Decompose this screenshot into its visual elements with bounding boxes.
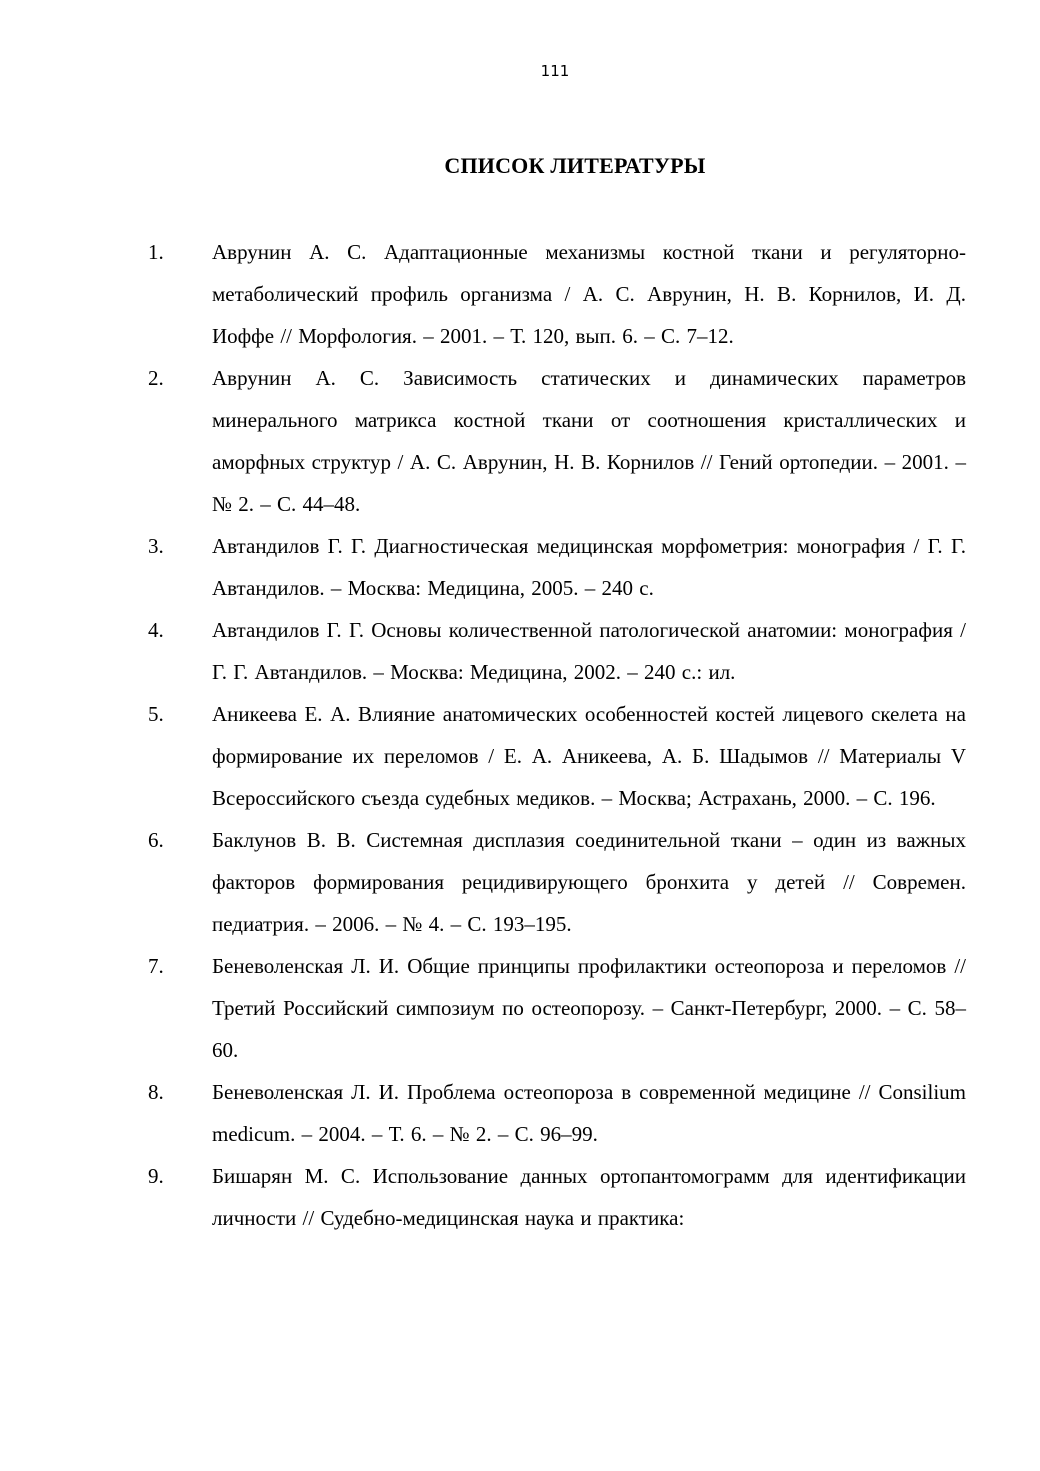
reference-number: 4.	[148, 618, 164, 642]
reference-list	[148, 231, 966, 1239]
reference-item-3	[148, 525, 966, 609]
reference-item-1	[148, 231, 966, 357]
reference-item-7	[148, 945, 966, 1071]
reference-text: Автандилов Г. Г. Основы количественной патологической анатомии: монография / Г. Г. Автандилов. – Москва: Медицина, 2002. – 240 с.: ил.	[212, 618, 966, 684]
reference-text: Баклунов В. В. Системная дисплазия соединительной ткани – один из важных факторов формирования рецидивирующего бронхита у детей // Современ. педиатрия. – 2006. – № 4. – С. 193–195.	[212, 828, 966, 936]
reference-item-2	[148, 357, 966, 525]
reference-number: 7.	[148, 954, 164, 978]
reference-text: Аврунин А. С. Адаптационные механизмы костной ткани и регуляторно-метаболический профиль организма / А. С. Аврунин, Н. В. Корнилов, И. Д. Иоффе // Морфология. – 2001. – Т. 120, вып. 6. – С. 7–12.	[212, 240, 966, 348]
reference-number: 8.	[148, 1080, 164, 1104]
reference-item-5	[148, 693, 966, 819]
reference-item-8	[148, 1071, 966, 1155]
page-number: 111	[540, 62, 570, 80]
page-title: СПИСОК ЛИТЕРАТУРЫ	[444, 153, 706, 178]
reference-number: 5.	[148, 702, 164, 726]
reference-number: 1.	[148, 240, 164, 264]
reference-text: Беневоленская Л. И. Общие принципы профилактики остеопороза и переломов // Третий Российский симпозиум по остеопорозу. – Санкт-Петербург, 2000. – С. 58–60.	[212, 954, 966, 1062]
reference-text: Беневоленская Л. И. Проблема остеопороза в современной медицине // Consilium medicum. – 2004. – Т. 6. – № 2. – С. 96–99.	[212, 1080, 966, 1146]
reference-text: Аврунин А. С. Зависимость статических и динамических параметров минерального матрикса костной ткани от соотношения кристаллических и аморфных структур / А. С. Аврунин, Н. В. Корнилов // Гений ортопедии. – 2001. – № 2. – С. 44–48.	[212, 366, 966, 516]
reference-item-6	[148, 819, 966, 945]
reference-number: 3.	[148, 534, 164, 558]
reference-text: Аникеева Е. А. Влияние анатомических особенностей костей лицевого скелета на формирование их переломов / Е. А. Аникеева, А. Б. Шадымов // Материалы V Всероссийского съезда судебных медиков. – Москва; Астрахань, 2000. – С. 196.	[212, 702, 966, 810]
reference-text: Автандилов Г. Г. Диагностическая медицинская морфометрия: монография / Г. Г. Автандилов. – Москва: Медицина, 2005. – 240 с.	[212, 534, 966, 600]
reference-number: 6.	[148, 828, 164, 852]
reference-number: 2.	[148, 366, 164, 390]
reference-text: Бишарян М. С. Использование данных ортопантомограмм для идентификации личности // Судебно-медицинская наука и практика:	[212, 1164, 966, 1230]
reference-number: 9.	[148, 1164, 164, 1188]
reference-item-9	[148, 1155, 966, 1239]
reference-item-4	[148, 609, 966, 693]
